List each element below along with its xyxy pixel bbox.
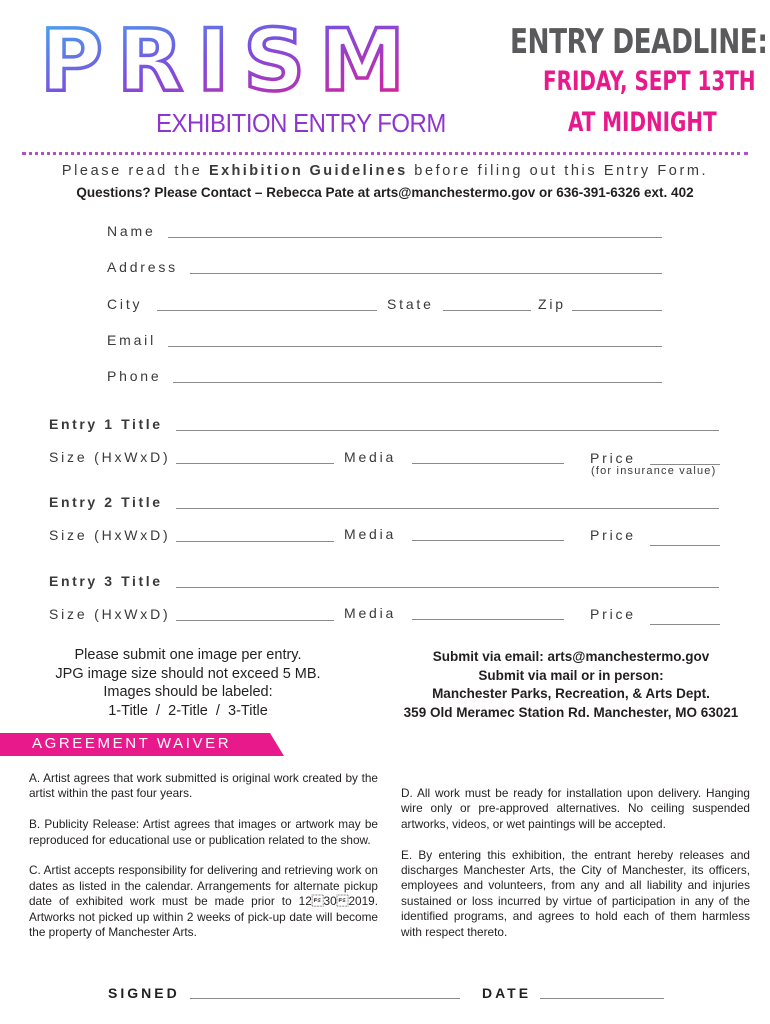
image-requirement-line: Images should be labeled:	[103, 684, 273, 700]
prism-logo	[38, 18, 458, 98]
entry-1-size-label: Size (HxWxD)	[49, 449, 171, 465]
email-field[interactable]	[168, 346, 662, 347]
submission-methods	[356, 648, 770, 722]
date-label: DATE	[482, 985, 532, 1001]
entry-1-title-field[interactable]	[176, 430, 719, 431]
waiver-clause-d: D. All work must be ready for installation upon delivery. Hanging wire only or pre-approved alternatives. No ceiling suspended artworks, videos, or wet paintings will be accepted.	[401, 786, 750, 831]
state-label: State	[387, 296, 434, 312]
entry-3-price-field[interactable]	[650, 624, 720, 625]
entry-2-price-label: Price	[590, 527, 636, 543]
email-label: Email	[107, 332, 157, 348]
entry-1-price-label: Price	[590, 450, 636, 466]
signature-field[interactable]	[190, 998, 460, 999]
entry-3-title-label: Entry 3 Title	[49, 573, 163, 589]
logo-text: PRISM	[40, 18, 419, 98]
entry-3-title-field[interactable]	[176, 587, 719, 588]
image-requirement-line: JPG image size should not exceed 5 MB.	[55, 665, 321, 682]
entry-2-price-field[interactable]	[650, 545, 720, 546]
read-guidelines-instruction: Please read the Exhibition Guidelines before filing out this Entry Form.	[61, 163, 709, 179]
dept-name-line: Manchester Parks, Recreation, & Arts Dept.	[432, 686, 710, 701]
name-label: Name	[107, 223, 156, 239]
waiver-left-column	[29, 771, 378, 956]
entry-3-size-field[interactable]	[176, 620, 334, 621]
waiver-right-column	[401, 786, 750, 955]
entry-2-size-label: Size (HxWxD)	[49, 527, 171, 543]
contact-line: Questions? Please Contact – Rebecca Pate at arts@manchestermo.gov or 636-391-6326 ext. 402	[76, 185, 694, 200]
city-field[interactable]	[157, 310, 377, 311]
deadline-time: AT MIDNIGHT	[568, 107, 717, 138]
address-field[interactable]	[190, 273, 662, 274]
entry-2-size-field[interactable]	[176, 541, 334, 542]
image-requirement-line: 1-Title / 2-Title / 3-Title	[108, 702, 268, 719]
guidelines-link[interactable]: Exhibition Guidelines	[209, 163, 408, 179]
signed-label: SIGNED	[108, 985, 180, 1001]
date-field[interactable]	[540, 998, 664, 999]
deadline-label: ENTRY DEADLINE:	[510, 22, 768, 62]
header-divider	[22, 152, 748, 155]
zip-label: Zip	[538, 296, 566, 312]
entry-3-price-label: Price	[590, 606, 636, 622]
entry-2-media-label: Media	[344, 526, 397, 542]
city-label: City	[107, 296, 143, 312]
entry-1-media-field[interactable]	[412, 463, 564, 464]
entry-1-title-label: Entry 1 Title	[49, 416, 163, 432]
form-subtitle: EXHIBITION ENTRY FORM	[156, 108, 446, 138]
image-requirements	[18, 646, 358, 720]
entry-1-size-field[interactable]	[176, 463, 334, 464]
submit-email-line[interactable]: Submit via email: arts@manchestermo.gov	[432, 649, 710, 664]
image-requirement-line: Please submit one image per entry.	[74, 647, 302, 663]
entry-3-size-label: Size (HxWxD)	[49, 606, 171, 622]
deadline-date: FRIDAY, SEPT 13TH	[543, 66, 756, 97]
price-insurance-note: (for insurance value)	[591, 465, 717, 477]
phone-label: Phone	[107, 368, 162, 384]
waiver-title: AGREEMENT WAIVER	[32, 735, 232, 752]
address-label: Address	[107, 259, 178, 275]
entry-2-title-label: Entry 2 Title	[49, 494, 163, 510]
waiver-clause-e: E. By entering this exhibition, the entrant hereby releases and discharges Manchester Arts, the City of Manchester, its officers, employees and volunteers, from any and all liability and injuries sustained or loss incurred by virtue of participation in any of the identified programs, and agrees to hold each of them harmless with respect thereto.	[401, 847, 750, 939]
state-field[interactable]	[443, 310, 531, 311]
entry-3-media-field[interactable]	[412, 619, 564, 620]
waiver-clause-a: A. Artist agrees that work submitted is original work created by the artist within the past four years.	[29, 771, 378, 801]
zip-field[interactable]	[572, 310, 662, 311]
entry-3-media-label: Media	[344, 605, 397, 621]
waiver-clause-b: B. Publicity Release: Artist agrees that images or artwork may be reproduced for educational use or publication related to the show.	[29, 817, 378, 847]
dept-address-line: 359 Old Meramec Station Rd. Manchester, MO 63021	[403, 704, 739, 720]
submit-mail-line: Submit via mail or in person:	[478, 667, 664, 683]
entry-2-title-field[interactable]	[176, 508, 719, 509]
phone-field[interactable]	[173, 382, 662, 383]
name-field[interactable]	[168, 237, 662, 238]
entry-1-media-label: Media	[344, 449, 397, 465]
entry-2-media-field[interactable]	[412, 540, 564, 541]
waiver-clause-c: C. Artist accepts responsibility for delivering and retrieving work on dates as listed in the calendar. Arrangements for alternate pickup date of exhibited work must be made prior to 12 30 2019. Artworks not picked up within 2 weeks of pick-up date will become the property of Manchester Arts.	[29, 863, 378, 940]
